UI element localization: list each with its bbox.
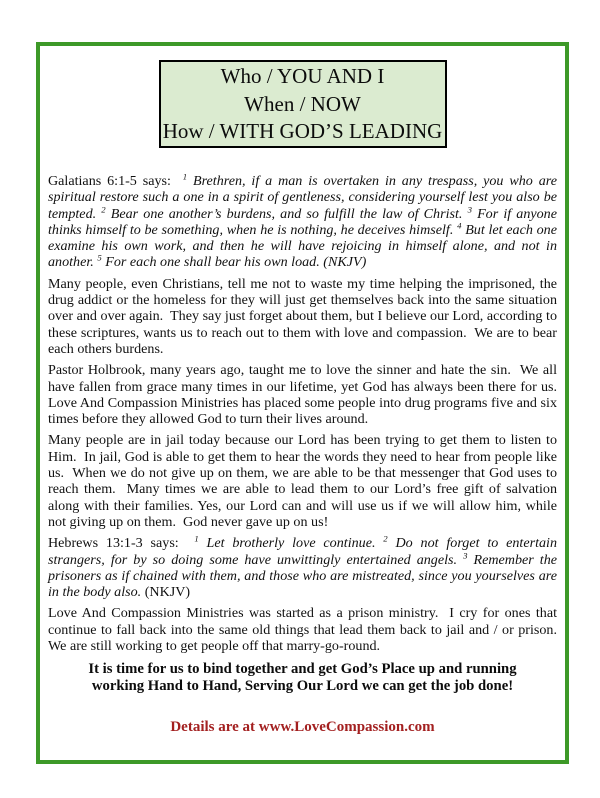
closing-line-2: working Hand to Hand, Serving Our Lord we can get the job done! xyxy=(91,677,514,694)
text-run: 1 xyxy=(194,533,199,544)
text-run: Many people are in jail today because our Lord has been trying to get them to listen to Him. In jail, God is able to get them to hear the words they need to hear from people like us. When we do not give up on them, we are able to be that messenger that God uses to reach them. Many times we are able to lead them to our Lord’s free gift of salvation along with their families. Yes, our Lord can and will use us if we will allow him, while not giving up on them. God never gave up on us! xyxy=(48,432,561,530)
text-run: But let each one examine his own work, and then he will have rejoicing in himself alone, and not in another. xyxy=(48,221,561,271)
text-run: 3 xyxy=(463,549,468,560)
details-line xyxy=(48,719,557,736)
paragraph xyxy=(48,171,561,271)
text-run: Brethren, if a man is overtaken in any trespass, you who are spiritual restore such a one in a spirit of gentleness, considering yourself lest you also be tempted. xyxy=(48,173,561,222)
paragraph xyxy=(48,533,561,601)
text-run: 5 xyxy=(97,252,102,263)
text-run: Do not forget to entertain strangers, for by so doing some have unwittingly entertained angels. xyxy=(48,535,561,568)
header-line-when: When / NOW xyxy=(244,91,361,116)
paragraph xyxy=(48,605,565,655)
document-body xyxy=(48,171,565,655)
header-line-who: Who / YOU AND I xyxy=(220,64,385,88)
text-run: 3 xyxy=(467,203,472,214)
text-run: Hebrews 13:1-3 says: xyxy=(48,535,195,552)
text-run: For each one shall bear his own load. (NKJV) xyxy=(101,254,367,271)
paragraph xyxy=(48,362,565,428)
paragraph xyxy=(48,432,561,530)
text-run: Remember the prisoners as if chained with them, and those who are mistreated, since you yourselves are in the body also. xyxy=(48,551,561,601)
text-run: 2 xyxy=(101,203,106,214)
text-run: 4 xyxy=(457,220,462,231)
header-line-how: How / WITH GOD’S LEADING xyxy=(162,119,443,143)
text-run: Many people, even Christians, tell me not to waste my time helping the imprisoned, the drug addict or the homeless for they will just get themselves back into the same situation over and over again. They say just forget about them, but I believe our Lord, according to these scriptures, wants us to reach out to them with love and compassion. We are to bear each others burdens. xyxy=(48,275,561,357)
text-run: Bear one another’s burdens, and so fulfill the law of Christ. xyxy=(105,205,468,222)
document-border xyxy=(36,42,569,764)
closing-statement xyxy=(48,661,557,694)
header-box xyxy=(159,60,447,148)
text-run: (NKJV) xyxy=(144,584,191,601)
website-url[interactable]: www.LoveCompassion.com xyxy=(258,719,435,736)
details-prefix: Details are at xyxy=(170,719,259,736)
closing-line-1: It is time for us to bind together and get God’s Place up and running xyxy=(88,661,517,678)
paragraph xyxy=(48,275,561,357)
text-run: Love And Compassion Ministries was started as a prison ministry. I cry for ones that continue to fall back into the same old things that lead them back to jail and / or prison. We are still working to get people off that marry-go-round. xyxy=(48,605,565,655)
text-run: 2 xyxy=(383,533,388,544)
text-run: For if anyone thinks himself to be something, when he is nothing, he deceives himself. xyxy=(48,205,561,238)
text-run: Pastor Holbrook, many years ago, taught me to love the sinner and hate the sin. We all have fallen from grace many times in our lifetime, yet God has always been there for us. Love And Compassion Ministries has placed some people into drug programs five and six times before they allowed God to turn their lives around. xyxy=(48,362,565,428)
text-run: Galatians 6:1-5 says: xyxy=(48,173,183,189)
text-run: Let brotherly love continue. xyxy=(198,535,384,552)
text-run: 1 xyxy=(182,171,188,182)
